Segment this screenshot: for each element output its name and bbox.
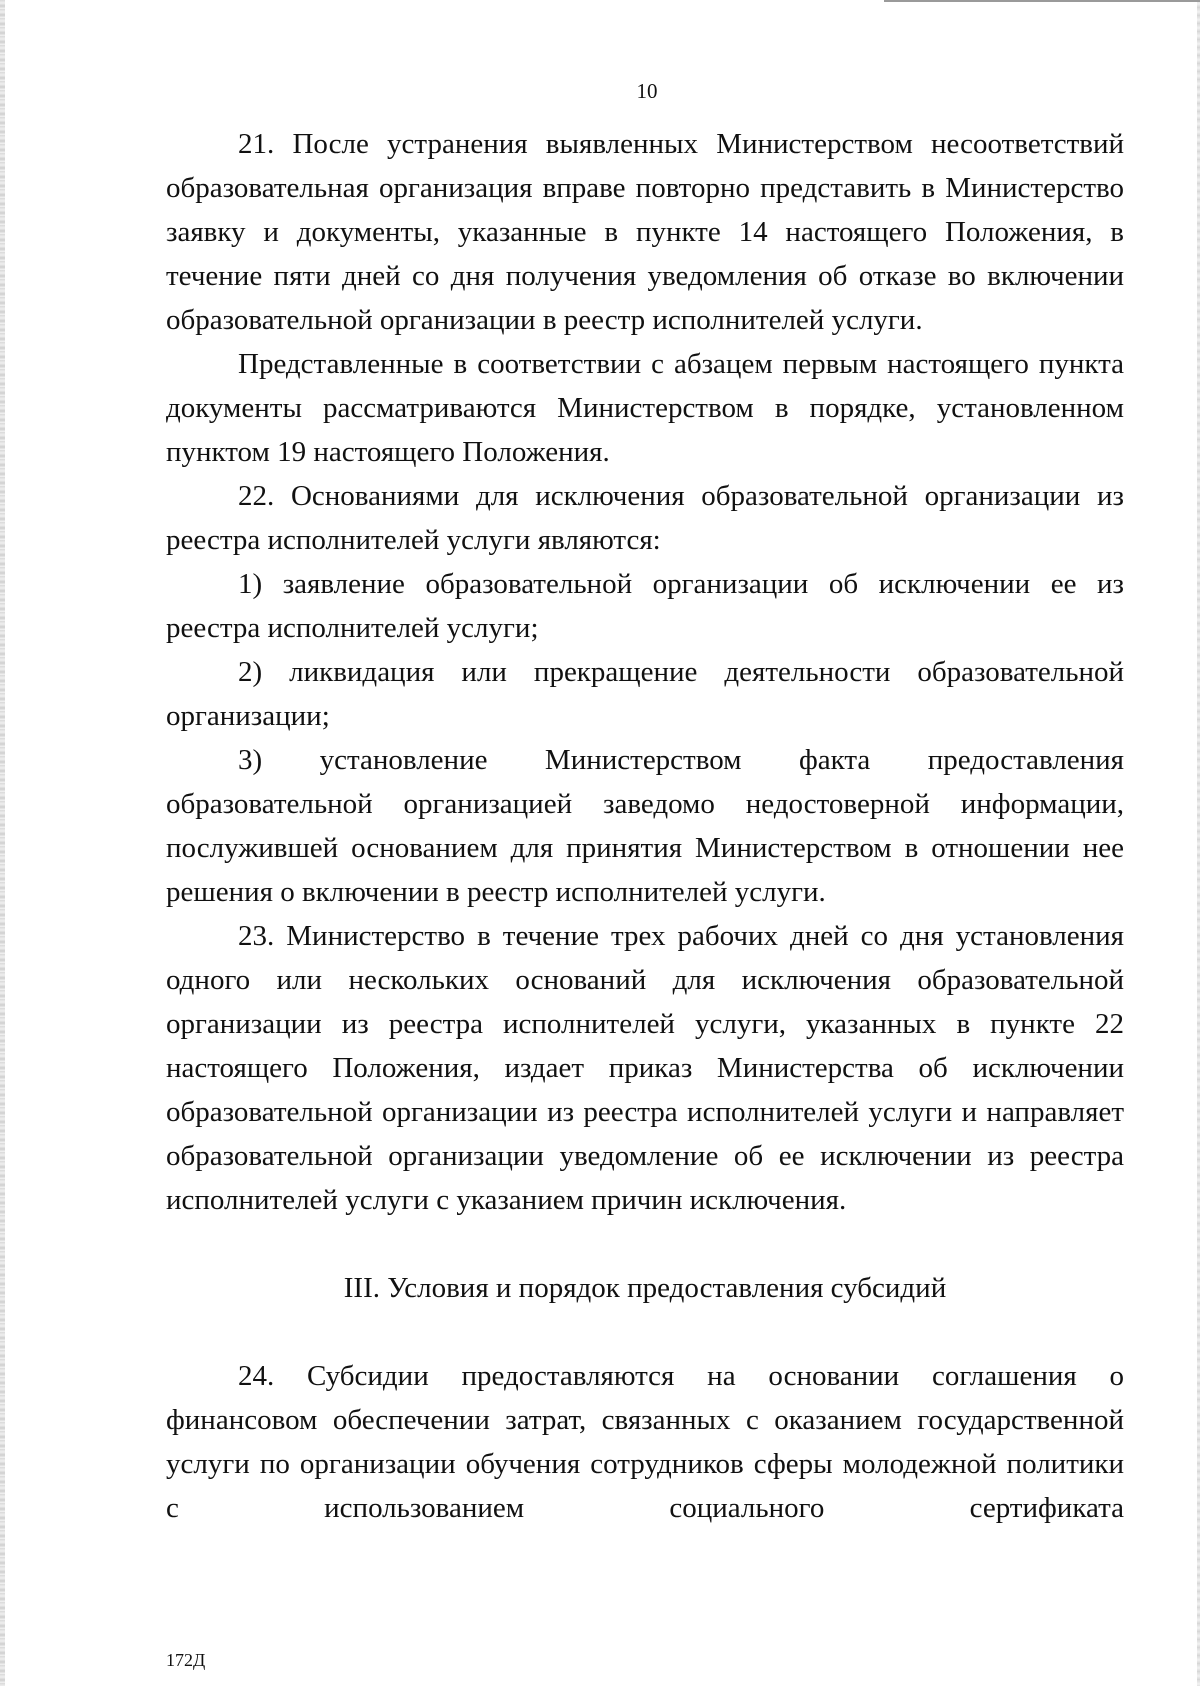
section-heading: III. Условия и порядок предоставления субсидий: [343, 1272, 947, 1304]
paragraph-22-item-3: 3) установление Министерством факта предоставления образовательной организацией заведомо недостоверной информации, послужившей основанием для принятия Министерством в отношении нее решения о включении в реестр исполнителей услуги.: [166, 744, 1124, 908]
scan-top-rule: [884, 0, 1200, 2]
paragraph-22-item-2: 2) ликвидация или прекращение деятельности образовательной организации;: [166, 656, 1124, 732]
paragraph-22-item-1: 1) заявление образовательной организации об исключении ее из реестра исполнителей услуги;: [166, 568, 1124, 644]
paragraph-21: 21. После устранения выявленных Министерством несоответствий образовательная организация вправе повторно представить в Министерство заявку и документы, указанные в пункте 14 настоящего Положения, в течение пяти дней со дня получения уведомления об отказе во включении образовательной организации в реестр исполнителей услуги.: [166, 128, 1124, 336]
page-number: 10: [636, 79, 658, 103]
paragraph-24: 24. Субсидии предоставляются на основании соглашения о финансовом обеспечении затрат, связанных с оказанием государственной услуги по организации обучения сотрудников сферы молодежной политики с использованием социального сертификата: [166, 1360, 1124, 1524]
document-body: [166, 122, 1124, 1530]
paragraph-21-second: Представленные в соответствии с абзацем первым настоящего пункта документы рассматриваются Министерством в порядке, установленном пунктом 19 настоящего Положения.: [166, 348, 1124, 468]
footer-code: 172Д: [166, 1650, 206, 1670]
scan-edge-left: [0, 0, 5, 1686]
paragraph-22: 22. Основаниями для исключения образовательной организации из реестра исполнителей услуги являются:: [166, 480, 1124, 556]
paragraph-23: 23. Министерство в течение трех рабочих дней со дня установления одного или нескольких оснований для исключения образовательной организации из реестра исполнителей услуги, указанных в пункте 22 настоящего Положения, издает приказ Министерства об исключении образовательной организации из реестра исполнителей услуги и направляет образовательной организации уведомление об ее исключении из реестра исполнителей услуги с указанием причин исключения.: [166, 920, 1124, 1216]
